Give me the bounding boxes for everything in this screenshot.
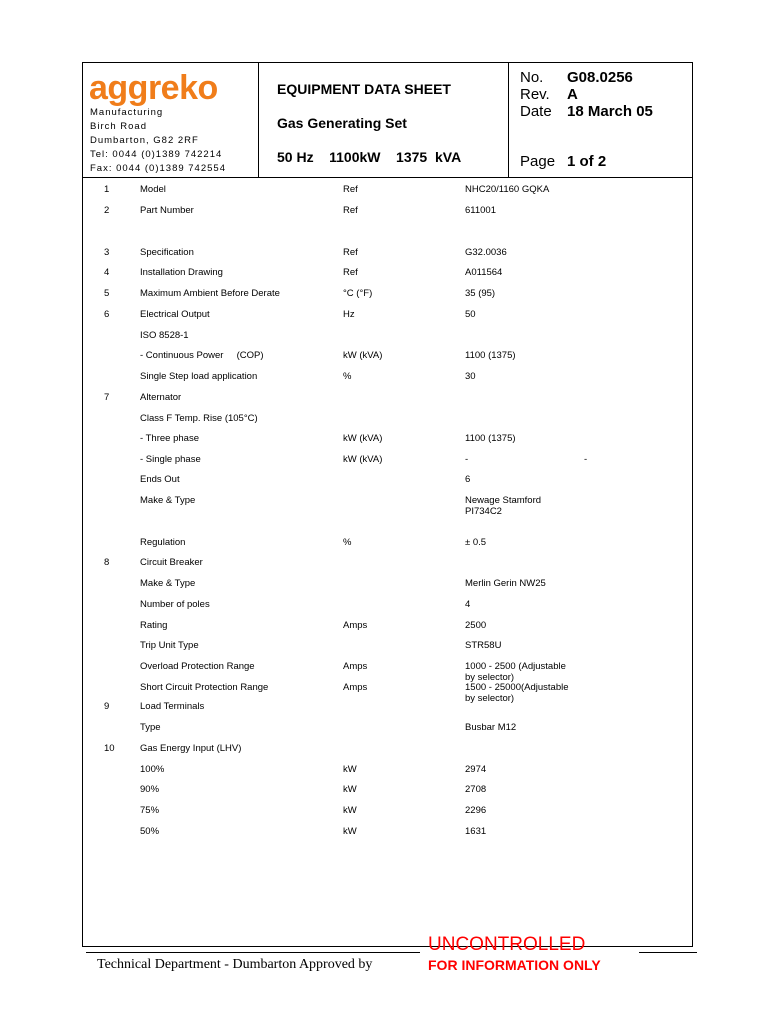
item-unit: kW <box>343 784 357 795</box>
item-value-line: 1500 - 25000(Adjustable <box>465 682 569 693</box>
item-description: Load Terminals <box>140 701 205 712</box>
item-description: - Continuous Power (COP) <box>140 350 264 361</box>
doc-no-value: G08.0256 <box>567 69 633 86</box>
item-value: 35 (95) <box>465 288 496 299</box>
item-unit: Ref <box>343 184 358 195</box>
for-information-only-stamp: FOR INFORMATION ONLY <box>428 957 601 973</box>
item-number: 6 <box>104 309 110 320</box>
item-value: 4 <box>465 599 471 610</box>
item-description: Gas Energy Input (LHV) <box>140 743 242 754</box>
item-unit: kW (kVA) <box>343 433 383 444</box>
item-description: Alternator <box>140 392 182 403</box>
item-value: 2974 <box>465 764 487 775</box>
company-address <box>90 106 226 176</box>
item-value: 1631 <box>465 826 487 837</box>
item-description: Make & Type <box>140 495 196 506</box>
item-number: 4 <box>104 267 110 278</box>
item-unit: °C (°F) <box>343 288 373 299</box>
footer-rule-right <box>639 952 697 953</box>
item-value: 611001 <box>465 205 496 216</box>
page-label: Page <box>520 153 556 170</box>
product-name: Gas Generating Set <box>277 115 407 131</box>
item-value: - <box>465 454 469 465</box>
item-unit: kW <box>343 805 357 816</box>
item-number: 1 <box>104 184 110 195</box>
item-value-line: by selector) <box>465 672 515 683</box>
item-number: 3 <box>104 247 110 258</box>
item-number: 8 <box>104 557 110 568</box>
item-unit: Ref <box>343 267 358 278</box>
item-value: ± 0.5 <box>465 537 487 548</box>
item-unit: Amps <box>343 620 368 631</box>
item-description: 90% <box>140 784 160 795</box>
item-value: Merlin Gerin NW25 <box>465 578 546 589</box>
item-value: G32.0036 <box>465 247 507 258</box>
item-unit: Ref <box>343 247 358 258</box>
date-value: 18 March 05 <box>567 103 653 120</box>
header-col-divider-1 <box>258 62 259 178</box>
item-number: 2 <box>104 205 110 216</box>
item-unit: kW (kVA) <box>343 454 383 465</box>
item-description: - Three phase <box>140 433 199 444</box>
item-value: A011564 <box>465 267 503 278</box>
item-description: - Single phase <box>140 454 201 465</box>
date-label: Date <box>520 103 552 120</box>
item-number: 10 <box>104 743 115 754</box>
item-description: Part Number <box>140 205 194 216</box>
item-description: ISO 8528-1 <box>140 330 189 341</box>
address-line: Manufacturing <box>90 107 164 118</box>
item-number: 9 <box>104 701 110 712</box>
item-description: Class F Temp. Rise (105°C) <box>140 413 258 424</box>
item-unit: Ref <box>343 205 358 216</box>
item-description: Specification <box>140 247 194 258</box>
item-value-line: Newage Stamford <box>465 495 542 506</box>
item-unit: kW (kVA) <box>343 350 383 361</box>
item-description: 100% <box>140 764 165 775</box>
item-value-line: by selector) <box>465 693 515 704</box>
item-description: Model <box>140 184 166 195</box>
phone-line: Tel: 0044 (0)1389 742214 <box>90 149 223 160</box>
item-value: 50 <box>465 309 476 320</box>
item-description: Short Circuit Protection Range <box>140 682 269 693</box>
item-extra-value: - <box>584 454 588 465</box>
rev-label: Rev. <box>520 86 550 103</box>
item-description: 75% <box>140 805 160 816</box>
item-value: 30 <box>465 371 476 382</box>
item-unit: % <box>343 371 352 382</box>
item-value: Busbar M12 <box>465 722 517 733</box>
item-unit: Hz <box>343 309 355 320</box>
aggreko-logo: aggreko <box>89 69 218 107</box>
doc-no-label: No. <box>520 69 544 86</box>
page-value: 1 of 2 <box>567 153 607 170</box>
header-divider <box>82 177 693 178</box>
item-value <box>465 495 541 517</box>
item-value: 2708 <box>465 784 487 795</box>
item-unit: Amps <box>343 661 368 672</box>
item-value-line: PI734C2 <box>465 506 502 517</box>
item-description: Overload Protection Range <box>140 661 255 672</box>
address-line: Birch Road <box>90 121 147 132</box>
item-description: 50% <box>140 826 160 837</box>
item-value: 1100 (1375) <box>465 433 516 444</box>
item-value: 2296 <box>465 805 487 816</box>
item-description: Maximum Ambient Before Derate <box>140 288 280 299</box>
item-description: Make & Type <box>140 578 196 589</box>
item-description: Installation Drawing <box>140 267 223 278</box>
item-value: 2500 <box>465 620 487 631</box>
item-value: NHC20/1160 GQKA <box>465 184 550 195</box>
item-number: 7 <box>104 392 110 403</box>
product-rating: 50 Hz 1100kW 1375 kVA <box>277 149 462 165</box>
header-col-divider-2 <box>508 62 509 178</box>
item-description: Circuit Breaker <box>140 557 203 568</box>
item-value-line: 1000 - 2500 (Adjustable <box>465 661 566 672</box>
footer-rule-left <box>86 952 420 953</box>
item-unit: % <box>343 537 352 548</box>
item-description: Number of poles <box>140 599 210 610</box>
item-description: Electrical Output <box>140 309 210 320</box>
item-number: 5 <box>104 288 110 299</box>
address-line: Dumbarton, G82 2RF <box>90 135 199 146</box>
item-description: Type <box>140 722 161 733</box>
item-description: Single Step load application <box>140 371 258 382</box>
item-unit: kW <box>343 764 357 775</box>
fax-line: Fax: 0044 (0)1389 742554 <box>90 163 226 174</box>
item-description: Regulation <box>140 537 186 548</box>
item-value <box>465 682 569 704</box>
item-value: STR58U <box>465 640 502 651</box>
item-value: 1100 (1375) <box>465 350 516 361</box>
rev-value: A <box>567 86 578 103</box>
item-value: 6 <box>465 474 471 485</box>
item-unit: Amps <box>343 682 368 693</box>
approved-by-text: Technical Department - Dumbarton Approved by <box>97 957 373 972</box>
item-description: Rating <box>140 620 168 631</box>
item-description: Trip Unit Type <box>140 640 199 651</box>
sheet-title: EQUIPMENT DATA SHEET <box>277 81 451 97</box>
uncontrolled-stamp: UNCONTROLLED <box>428 934 586 955</box>
item-description: Ends Out <box>140 474 180 485</box>
item-value <box>465 661 566 683</box>
item-unit: kW <box>343 826 357 837</box>
